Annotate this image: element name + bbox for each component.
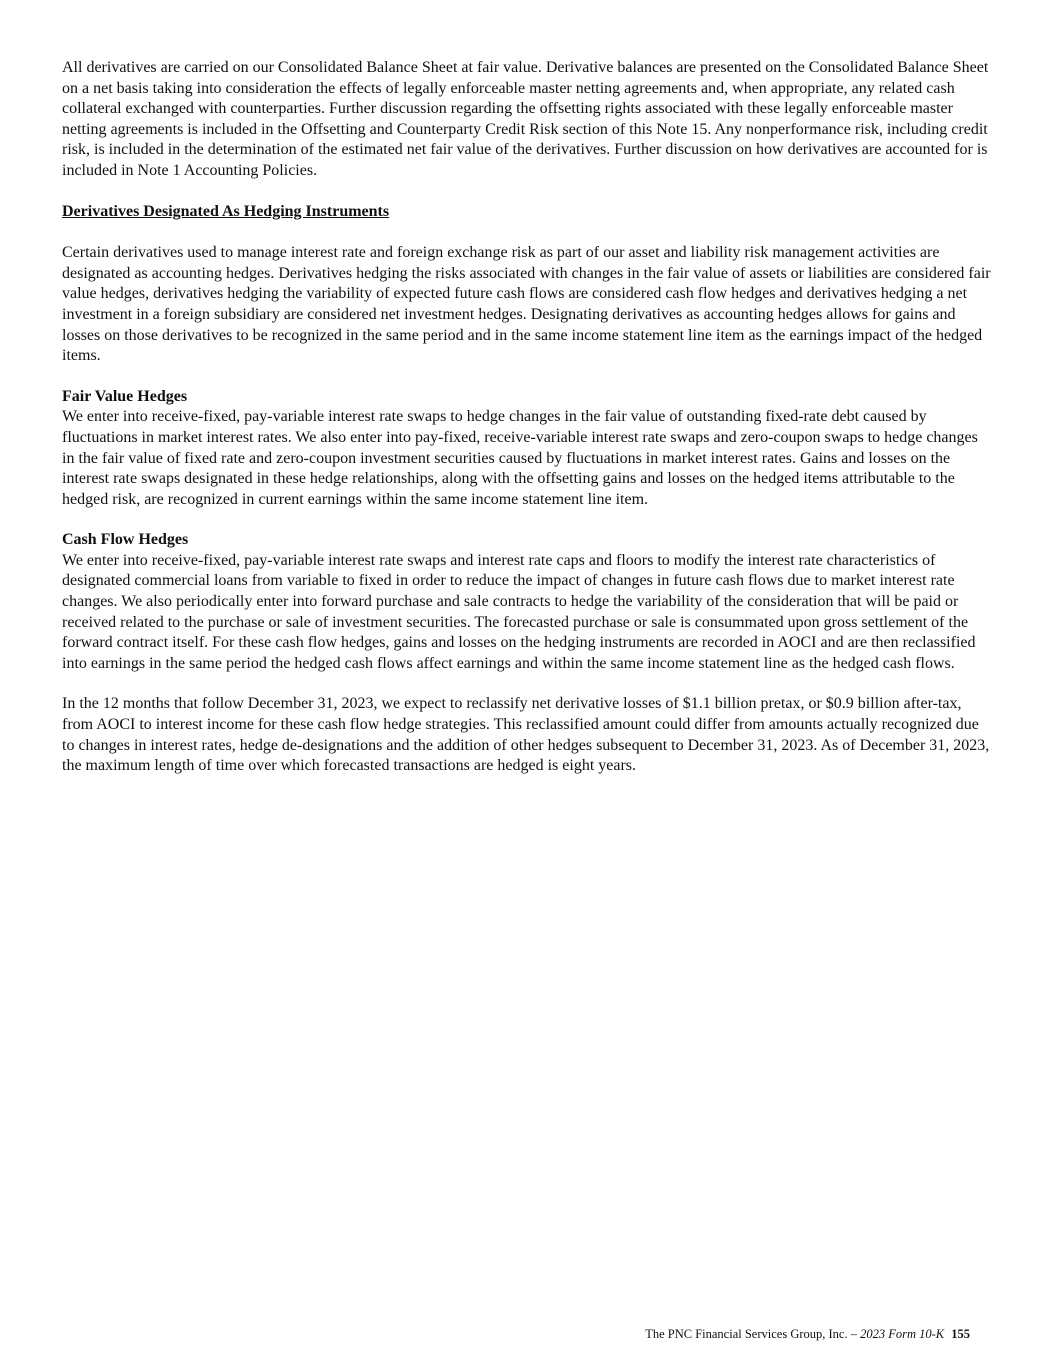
page-number: 155 [951,1327,970,1341]
page-footer [645,1326,970,1342]
section-heading-hedging-instruments: Derivatives Designated As Hedging Instruments [62,202,390,220]
fair-value-hedges-paragraph: We enter into receive-fixed, pay-variable interest rate swaps to hedge changes in the fair value of outstanding fixed-rate debt caused by fluctuations in market interest rates. We also enter into pay-fixed, receive-variable interest rate swaps and zero-coupon swaps to hedge changes in the fair value of fixed rate and zero-coupon investment securities caused by fluctuations in market interest rates. Gains and losses on the interest rate swaps designated in these hedge relationships, along with the offsetting gains and losses on the hedged items attributable to the hedged risk, are recognized in current earnings within the same income statement line item. [62,408,978,508]
intro-paragraph: All derivatives are carried on our Consolidated Balance Sheet at fair value. Derivative balances are presented on the Consolidated Balance Sheet on a net basis taking into consideration the effects of legally enforceable master netting agreements and, when appropriate, any related cash collateral exchanged with counterparties. Further discussion regarding the offsetting rights associated with these legally enforceable master netting agreements is included in the Offsetting and Counterparty Credit Risk section of this Note 15. Any nonperformance risk, including credit risk, is included in the determination of the estimated net fair value of the derivatives. Further discussion on how derivatives are accounted for is included in Note 1 Accounting Policies. [62,59,989,179]
footer-company: The PNC Financial Services Group, Inc. – [645,1327,857,1341]
document-body [62,58,994,797]
reclassification-paragraph: In the 12 months that follow December 31, 2023, we expect to reclassify net derivative losses of $1.1 billion pretax, or $0.9 billion after-tax, from AOCI to interest income for these cash flow hedge strategies. This reclassified amount could differ from amounts actually recognized due to changes in interest rates, hedge de-designations and the addition of other hedges subsequent to December 31, 2023. As of December 31, 2023, the maximum length of time over which forecasted transactions are hedged is eight years. [62,695,990,775]
cash-flow-hedges-paragraph: We enter into receive-fixed, pay-variable interest rate swaps and interest rate caps and floors to modify the interest rate characteristics of designated commercial loans from variable to fixed in order to reduce the impact of changes in future cash flows due to market interest rate changes. We also periodically enter into forward purchase and sale contracts to hedge the variability of the consideration that will be paid or received related to the purchase or sale of investment securities. The forecasted purchase or sale is consummated upon gross settlement of the forward contract itself. For these cash flow hedges, gains and losses on the hedging instruments are recorded in AOCI and are then reclassified into earnings in the same period the hedged cash flows affect earnings and within the same income statement line as the hedged cash flows. [62,551,976,672]
subheading-cash-flow-hedges: Cash Flow Hedges [62,531,189,549]
hedging-intro-paragraph: Certain derivatives used to manage interest rate and foreign exchange risk as part of our asset and liability risk management activities are designated as accounting hedges. Derivatives hedging the risks associated with changes in the fair value of assets or liabilities are considered fair value hedges, derivatives hedging the variability of expected future cash flows are considered cash flow hedges and derivatives hedging a net investment in a foreign subsidiary are considered net investment hedges. Designating derivatives as accounting hedges allows for gains and losses on those derivatives to be recognized in the same period and in the same income statement line item as the earnings impact of the hedged items. [62,244,991,365]
footer-form-reference: 2023 Form 10-K [860,1327,945,1341]
subheading-fair-value-hedges: Fair Value Hedges [62,387,188,405]
